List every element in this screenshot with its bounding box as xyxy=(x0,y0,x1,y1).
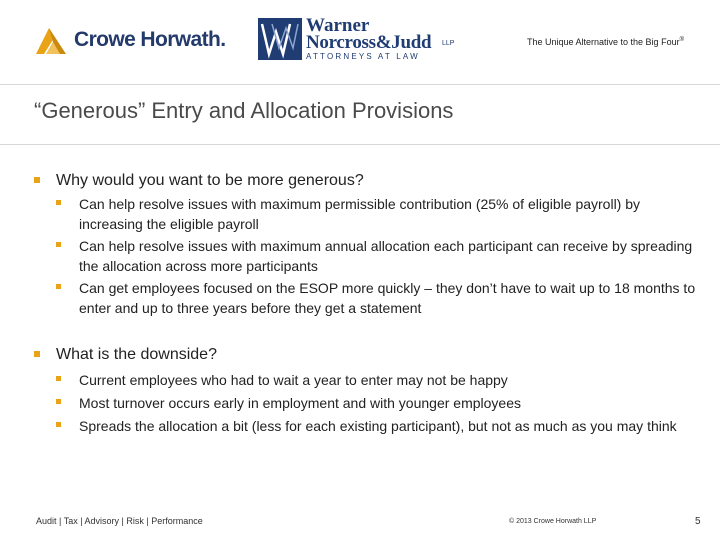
page-number: 5 xyxy=(695,516,701,527)
bullet-icon xyxy=(56,422,61,427)
list-item-text: Can get employees focused on the ESOP more quickly – they don’t have to wait up to 18 months to enter and up to three years before they get a statement xyxy=(79,280,696,316)
crowe-logo-text: Crowe Horwath. xyxy=(74,28,226,51)
wnj-logo-tagline: ATTORNEYS AT LAW xyxy=(306,52,420,61)
footer-copyright: © 2013 Crowe Horwath LLP xyxy=(509,518,597,525)
crowe-horwath-logo xyxy=(34,24,224,56)
registered-mark: ® xyxy=(679,37,684,43)
title-divider xyxy=(0,144,720,145)
section-heading-text: What is the downside? xyxy=(56,346,217,363)
header-tagline-text: The Unique Alternative to the Big Four xyxy=(526,37,680,47)
wnj-logo-line2: Norcross&Judd xyxy=(306,32,432,53)
wnj-monogram-icon xyxy=(258,18,302,60)
wnj-logo-llp: LLP xyxy=(442,40,455,47)
list-item-text: Can help resolve issues with maximum annual allocation each participant can receive by spreading the allocation across more participants xyxy=(79,238,693,274)
header-divider xyxy=(0,84,720,85)
bullet-icon xyxy=(56,242,61,247)
list-item-text: Spreads the allocation a bit (less for each existing participant), but not as much as you may think xyxy=(79,418,677,434)
slide-title: “Generous” Entry and Allocation Provisions xyxy=(34,98,454,123)
header-tagline xyxy=(527,37,684,47)
bullet-icon xyxy=(56,200,61,205)
wnj-logo-line1: Warner xyxy=(306,15,370,36)
list-item-text: Most turnover occurs early in employment and with younger employees xyxy=(79,395,521,411)
warner-norcross-judd-logo xyxy=(258,16,458,66)
bullet-icon xyxy=(56,284,61,289)
list-item-text: Can help resolve issues with maximum permissible contribution (25% of eligible payroll) by increasing the eligible payroll xyxy=(79,196,641,232)
section-heading-text: Why would you want to be more generous? xyxy=(56,172,364,189)
bullet-icon xyxy=(34,177,40,183)
list-item-text: Current employees who had to wait a year to enter may not be happy xyxy=(79,372,508,388)
bullet-icon xyxy=(56,376,61,381)
footer-service-lines: Audit | Tax | Advisory | Risk | Performance xyxy=(36,516,203,526)
bullet-icon xyxy=(34,351,40,357)
bullet-icon xyxy=(56,399,61,404)
crowe-mark-icon xyxy=(34,24,68,56)
